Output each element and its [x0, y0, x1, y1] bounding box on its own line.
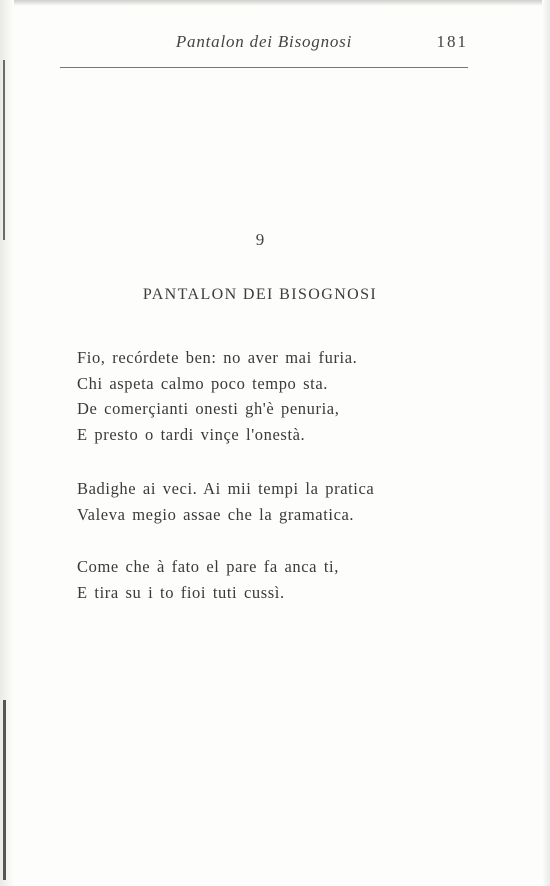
page-number: 181	[436, 32, 468, 51]
stanza-1	[77, 345, 357, 447]
stanza-2	[77, 476, 374, 527]
section-number: 9	[255, 230, 265, 249]
verse-line: Fio, recórdete ben: no aver mai furia.	[77, 348, 358, 367]
running-head	[60, 32, 468, 58]
verse-line: De comerçianti onesti gh'è penuria,	[77, 399, 340, 418]
page-top-edge	[0, 0, 550, 6]
verse-line: E tira su i to fioi tuti cussì.	[77, 582, 285, 602]
verse-line: Come che à fato el pare fa anca ti,	[77, 557, 339, 576]
verse-line: Chi aspeta calmo poco tempo sta.	[77, 373, 328, 393]
verse-line: Badighe ai veci. Ai mii tempi la pratica	[77, 479, 375, 498]
header-rule	[60, 67, 468, 68]
stanza-3	[77, 554, 339, 605]
page-right-edge	[542, 0, 550, 886]
verse-line: E presto o tardi vinçe l'onestà.	[77, 424, 306, 444]
verse-line: Valeva megio assae che la gramatica.	[77, 504, 355, 524]
running-title: Pantalon dei Bisognosi	[175, 32, 353, 51]
page-binding-edge	[0, 0, 14, 886]
poem-title: PANTALON DEI BISOGNOSI	[142, 286, 378, 303]
